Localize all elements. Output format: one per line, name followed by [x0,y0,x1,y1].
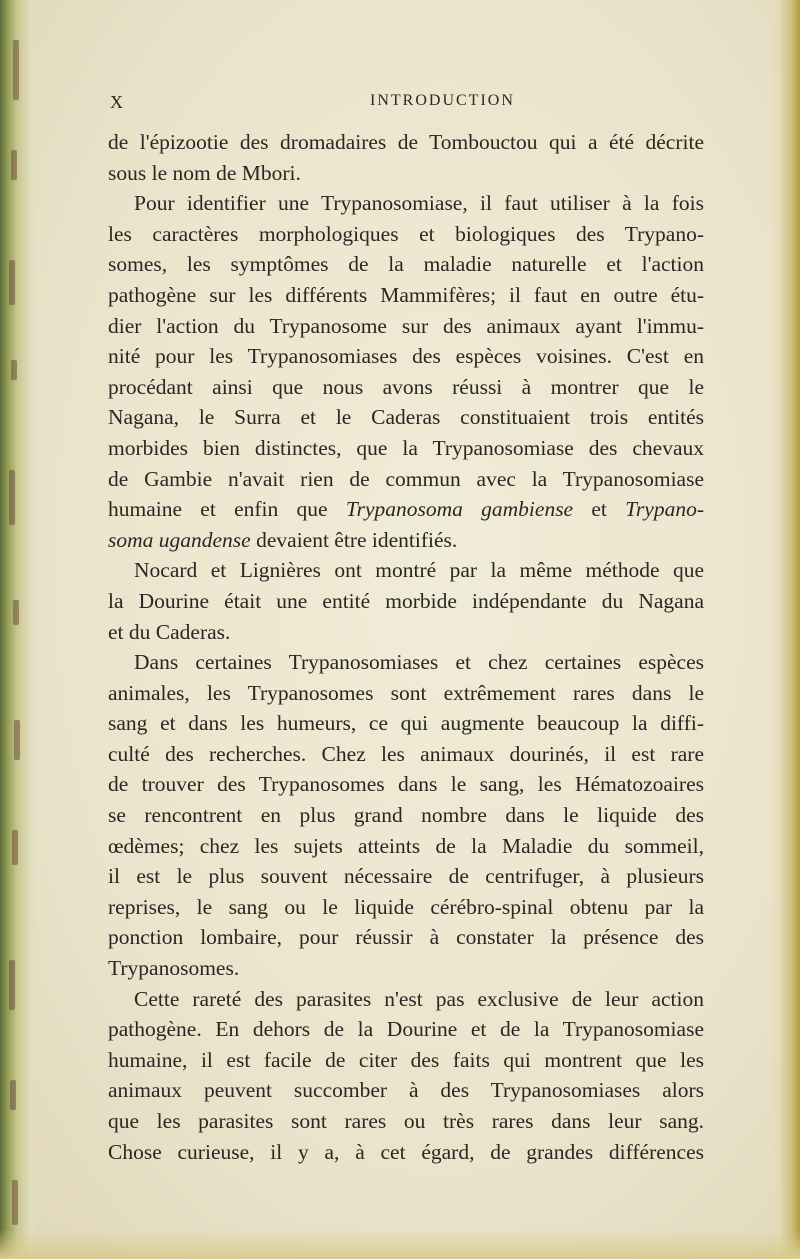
text-line: œdèmes; chez les sujets atteints de la Maladie du sommeil, [108,833,704,858]
page-number: X [110,92,124,112]
text-line: culté des recherches. Chez les animaux dourinés, il est rare [108,741,704,766]
text-line: Chose curieuse, il y a, à cet égard, de grandes différences [108,1139,704,1164]
text-line: humaine, il est facile de citer des faits qui montrent que les [108,1047,704,1072]
text-line: procédant ainsi que nous avons réussi à montrer que le [108,374,704,399]
text-segment: humaine et enfin que [108,497,346,522]
italic-species-name: Trypanosoma gambiense [345,497,574,522]
text-line: animaux peuvent succomber à des Trypanosomiases alors [108,1078,704,1103]
text-line: la Dourine était une entité morbide indépendante du Nagana [108,588,704,613]
text-line: Dans certaines Trypanosomiases et chez certaines espèces [134,650,704,675]
text-line: de trouver des Trypanosomes dans le sang, les Hématozoaires [108,772,704,797]
text-line: se rencontrent en plus grand nombre dans le liquide des [108,803,704,828]
text-line: morbides bien distinctes, que la Trypanosomiase des chevaux [108,435,704,460]
text-line [108,494,704,525]
page-edge-right [770,0,800,1259]
page-header [110,92,710,118]
text-segment: et [573,497,626,522]
binding-stain [12,830,18,865]
text-line: Pour identifier une Trypanosomiase, il faut utiliser à la fois [134,191,704,216]
text-line: pathogène sur les différents Mammifères; il faut en outre étu- [108,282,704,307]
binding-stain [11,360,17,380]
text-line: Trypanosomes. [108,956,240,981]
binding-stain [10,1080,16,1110]
page-edge-bottom [0,1229,800,1259]
text-line: les caractères morphologiques et biologiques des Trypano- [108,221,704,246]
text-line: sang et dans les humeurs, ce qui augmente beaucoup la diffi- [108,711,704,736]
text-line: reprises, le sang ou le liquide cérébro-spinal obtenu par la [108,894,704,919]
italic-species-name: Trypano- [625,497,704,522]
body-text [108,127,704,1167]
binding-stain [9,260,15,305]
text-line: il est le plus souvent nécessaire de centrifuger, à plusieurs [108,864,704,889]
text-line: somes, les symptômes de la maladie naturelle et l'action [108,252,704,277]
text-line: sous le nom de Mbori. [108,160,301,185]
text-line: dier l'action du Trypanosome sur des animaux ayant l'immu- [108,313,704,338]
binding-stain [14,720,20,760]
text-line: nité pour les Trypanosomiases des espèces voisines. C'est en [108,344,704,369]
text-line: animales, les Trypanosomes sont extrêmement rares dans le [108,680,704,705]
text-line: Cette rareté des parasites n'est pas exclusive de leur action [134,986,704,1011]
italic-species-name: soma ugandense [108,527,251,552]
text-line: et du Caderas. [108,619,231,644]
text-line: Nocard et Lignières ont montré par la même méthode que [134,558,704,583]
page-edge-left [0,0,38,1259]
text-line: que les parasites sont rares ou très rares dans leur sang. [108,1109,704,1133]
binding-stain [9,960,15,1010]
text-line: de l'épizootie des dromadaires de Tombouctou qui a été décrite [108,130,704,154]
text-line: ponction lombaire, pour réussir à constater la présence des [108,925,704,950]
running-title: INTRODUCTION [370,92,515,109]
binding-stain [12,1180,18,1225]
text-segment: devaient être identifiés. [250,527,458,552]
binding-stain [13,40,19,100]
text-line: Nagana, le Surra et le Caderas constituaient trois entités [108,405,704,430]
text-line [108,525,704,556]
binding-stain [13,600,19,625]
binding-stain [9,470,15,525]
binding-stain [11,150,17,180]
text-line: de Gambie n'avait rien de commun avec la Trypanosomiase [108,466,704,491]
text-line: pathogène. En dehors de la Dourine et de la Trypanosomiase [108,1017,704,1042]
